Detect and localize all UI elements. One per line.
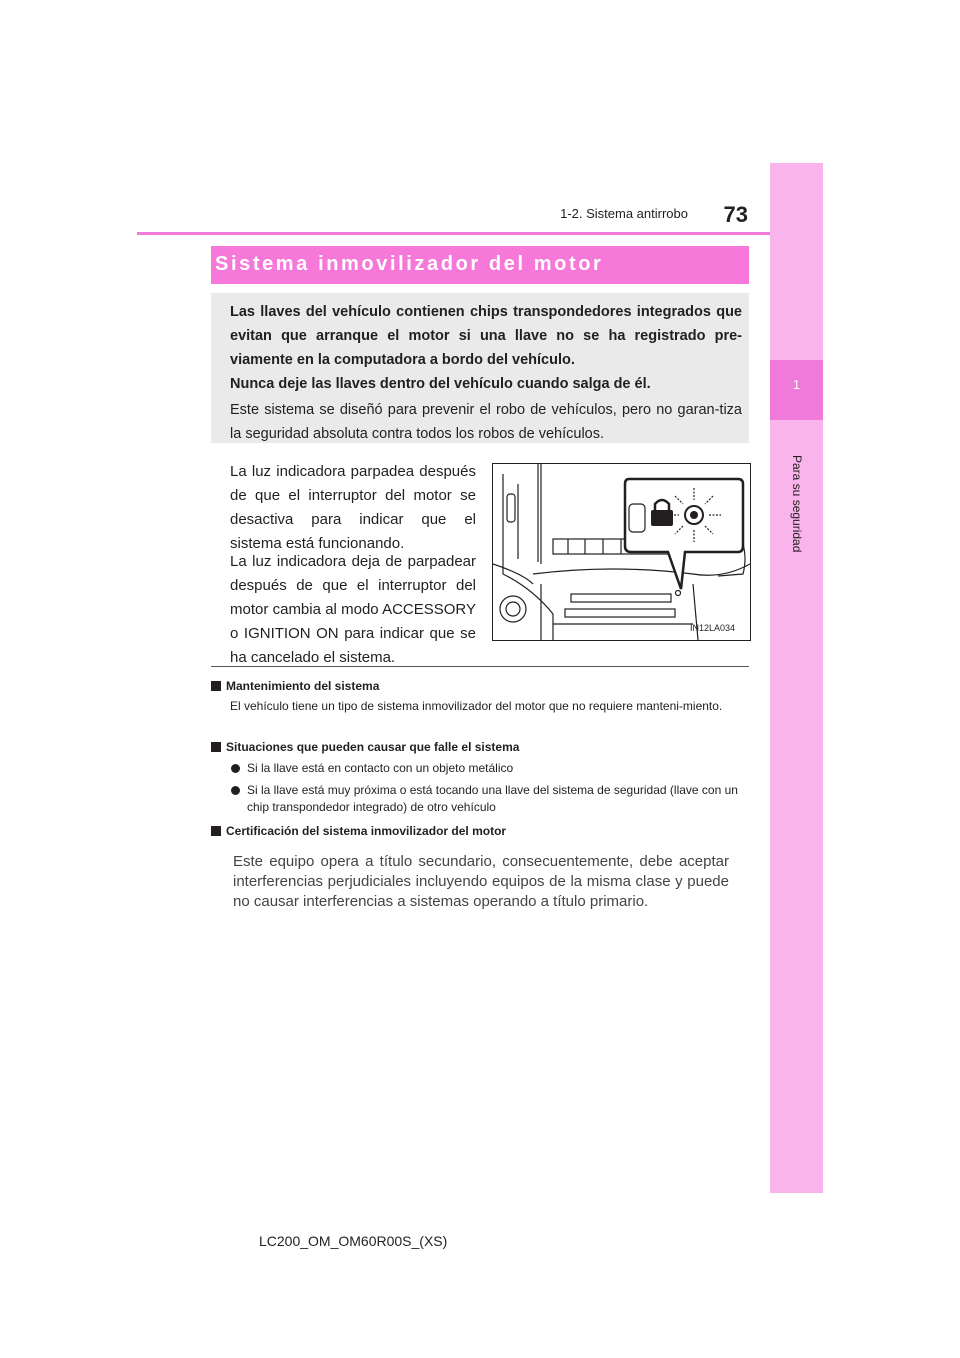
page-title: Sistema inmovilizador del motor	[215, 253, 604, 275]
note-failure-title-text: Situaciones que pueden causar que falle el sistema	[226, 740, 520, 754]
note-cert-title-text: Certificación del sistema inmovilizador del motor	[226, 824, 507, 838]
note-maintenance-text: El vehículo tiene un tipo de sistema inmovilizador del motor que no requiere manteni-miento.	[230, 699, 723, 713]
square-bullet-icon	[211, 826, 221, 836]
figure-code: IN12LA034	[690, 623, 736, 633]
footer-code: LC200_OM_OM60R00S_(XS)	[259, 1233, 448, 1249]
chapter-number: 1	[792, 377, 801, 392]
intro-paragraph-3	[230, 398, 742, 446]
list-item-text: Si la llave está en contacto con un objeto metálico	[247, 761, 514, 775]
round-bullet-icon	[231, 764, 240, 773]
chapter-title: Para su seguridad	[790, 455, 804, 553]
page-number: 73	[723, 202, 748, 227]
list-item	[247, 782, 749, 816]
header-rule	[137, 232, 823, 235]
notes-divider	[211, 666, 749, 667]
note-maintenance-title	[211, 679, 379, 693]
dashboard-figure	[492, 463, 751, 641]
list-item	[247, 760, 749, 777]
note-maintenance-title-text: Mantenimiento del sistema	[226, 679, 380, 693]
body-paragraph-1: La luz indicadora parpadea después de que el interruptor del motor se desactiva para indicar que el sistema está funcionando.	[230, 463, 476, 552]
square-bullet-icon	[211, 681, 221, 691]
dashboard-illustration	[493, 464, 750, 640]
round-bullet-icon	[231, 786, 240, 795]
note-failure-title	[211, 740, 519, 754]
side-tab	[770, 163, 823, 1193]
intro-paragraph-3-text: Este sistema se diseñó para prevenir el robo de vehículos, pero no garan-tiza la seguridad absoluta contra todos los robos de vehículos.	[230, 402, 742, 442]
note-cert-title	[211, 824, 506, 838]
intro-paragraph-1: Las llaves del vehículo contienen chips transpondedores integrados que evitan que arranque el motor si una llave no se ha registrado pre-viamente en la computadora a bordo del vehículo.	[230, 304, 742, 368]
intro-paragraph-2: Nunca deje las llaves dentro del vehículo cuando salga de él.	[230, 376, 651, 392]
section-label: 1-2. Sistema antirrobo	[560, 206, 688, 221]
list-item-text: Si la llave está muy próxima o está tocando una llave del sistema de seguridad (llave con un chip transpondedor integrado) de otro vehículo	[247, 783, 738, 814]
square-bullet-icon	[211, 742, 221, 752]
cert-text: Este equipo opera a título secundario, consecuentemente, debe aceptar interferencias perjudiciales incluyendo equipos de la misma clase y puede no causar interferencias a sistemas operando a título primario.	[233, 853, 729, 910]
body-paragraph-2: La luz indicadora deja de parpadear después de que el interruptor del motor cambia al modo ACCESSORY o IGNITION ON para indicar que se ha cancelado el sistema.	[230, 553, 476, 666]
